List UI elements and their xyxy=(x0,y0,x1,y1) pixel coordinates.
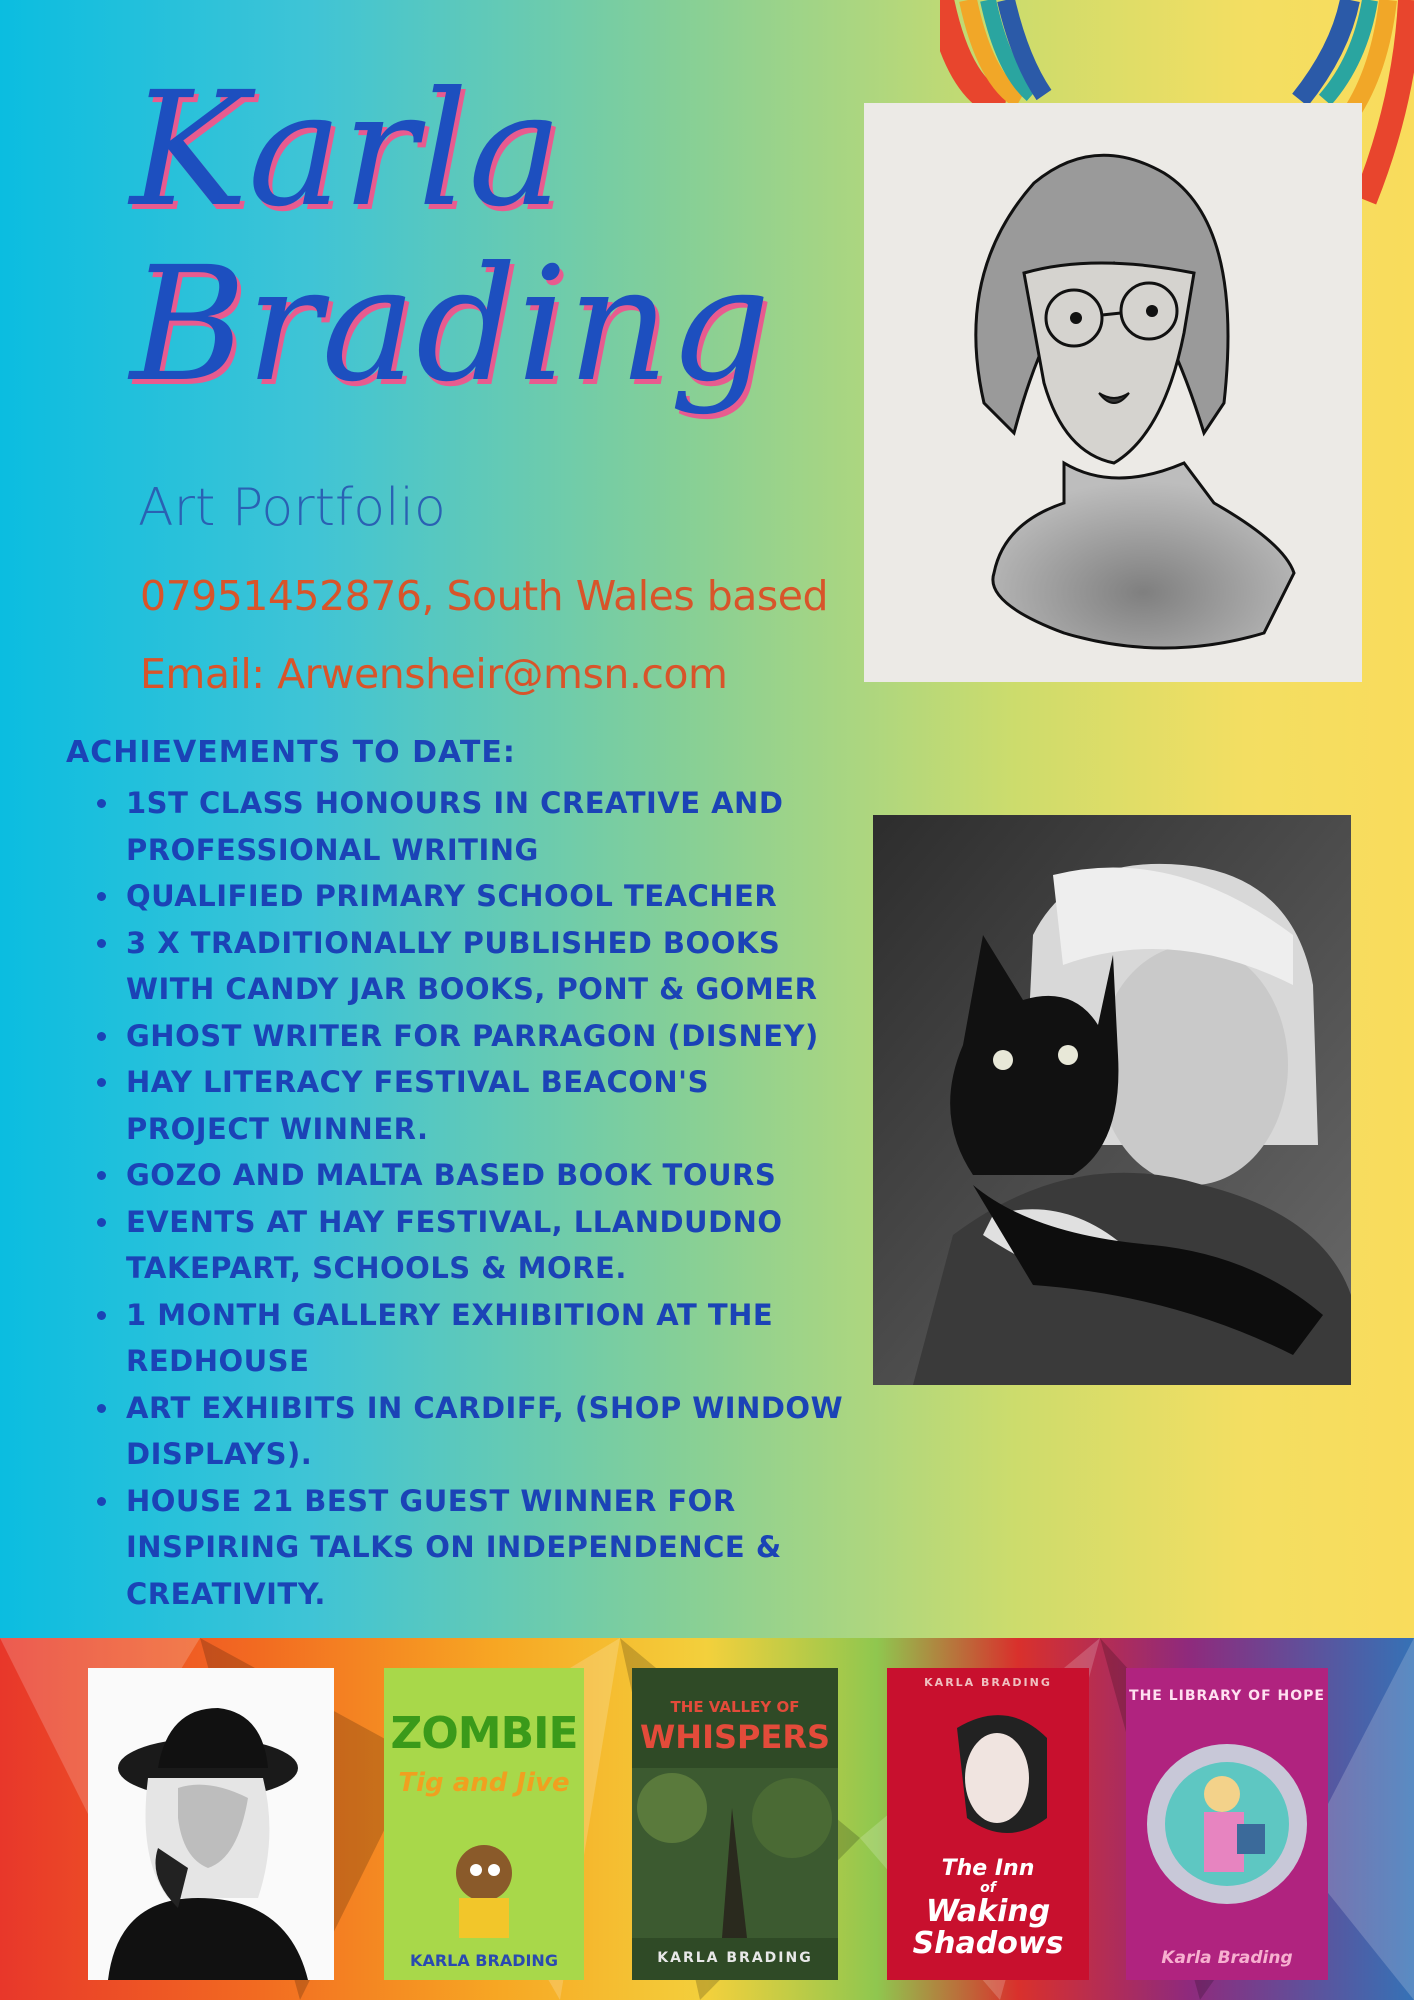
book-author: KARLA BRADING xyxy=(924,1676,1052,1689)
list-item: • HAY LITERACY FESTIVAL BEACON'S PROJECT WINNER. xyxy=(122,1059,852,1152)
book-cover-zombie[interactable] xyxy=(384,1668,584,1980)
book-title: ZOMBIE xyxy=(390,1708,578,1759)
books-band xyxy=(0,1638,1414,2000)
book-title-main: WHISPERS xyxy=(639,1718,831,1756)
list-item: • HOUSE 21 BEST GUEST WINNER FOR INSPIRING TALKS ON INDEPENDENCE & CREATIVITY. xyxy=(122,1478,852,1618)
email-address[interactable]: Email: Arwensheir@msn.com xyxy=(140,650,728,698)
book-title: THE LIBRARY OF HOPE xyxy=(1129,1688,1325,1704)
list-item: • GOZO AND MALTA BASED BOOK TOURS xyxy=(122,1152,852,1199)
author-photo xyxy=(88,1668,334,1980)
photo-with-black-cat-icon xyxy=(873,815,1351,1385)
book-cover-valley[interactable] xyxy=(632,1668,838,1980)
phone-location: 07951452876, South Wales based xyxy=(140,572,829,620)
list-item: • 1 MONTH GALLERY EXHIBITION AT THE REDHOUSE xyxy=(122,1292,852,1385)
book-author: KARLA BRADING xyxy=(410,1951,558,1970)
face-illustration-icon xyxy=(917,1698,1067,1848)
book-author: KARLA BRADING xyxy=(657,1950,813,1966)
name-last: Brading xyxy=(130,233,771,417)
book-title: Shadows xyxy=(912,1926,1064,1961)
list-item: • ART EXHIBITS IN CARDIFF, (SHOP WINDOW DISPLAYS). xyxy=(122,1385,852,1478)
list-item: • 1ST CLASS HONOURS IN CREATIVE AND PROFESSIONAL WRITING xyxy=(122,780,852,873)
book-title: of xyxy=(980,1880,996,1896)
name-first: Karla xyxy=(130,58,563,242)
forest-illustration-icon xyxy=(632,1768,838,1938)
boy-illustration-icon xyxy=(444,1838,524,1938)
list-item: • GHOST WRITER FOR PARRAGON (DISNEY) xyxy=(122,1013,852,1060)
book-title: The Inn xyxy=(941,1856,1035,1881)
book-author: Karla Brading xyxy=(1161,1948,1293,1968)
book-title: Waking xyxy=(925,1894,1051,1929)
sketch-image xyxy=(864,103,1362,682)
ink-sketch-self-portrait-icon xyxy=(864,103,1362,682)
book-title: THE VALLEY OF xyxy=(670,1698,800,1716)
achievements-list xyxy=(92,780,852,1617)
portfolio-subtitle: Art Portfolio xyxy=(138,478,446,538)
author-hat-photo-icon xyxy=(88,1668,334,1980)
book-subtitle: Tig and Jive xyxy=(398,1768,570,1798)
list-item: • EVENTS AT HAY FESTIVAL, LLANDUDNO TAKEPART, SCHOOLS & MORE. xyxy=(122,1199,852,1292)
list-item: • 3 X TRADITIONALLY PUBLISHED BOOKS WITH CANDY JAR BOOKS, PONT & GOMER xyxy=(122,920,852,1013)
book-cover-inn[interactable] xyxy=(887,1668,1089,1980)
girl-with-books-icon xyxy=(1142,1724,1312,1924)
achievements-heading: ACHIEVEMENTS TO DATE: xyxy=(66,735,516,770)
book-cover-library[interactable] xyxy=(1126,1668,1328,1980)
portrait-photo xyxy=(873,815,1351,1385)
list-item: • QUALIFIED PRIMARY SCHOOL TEACHER xyxy=(122,873,852,920)
